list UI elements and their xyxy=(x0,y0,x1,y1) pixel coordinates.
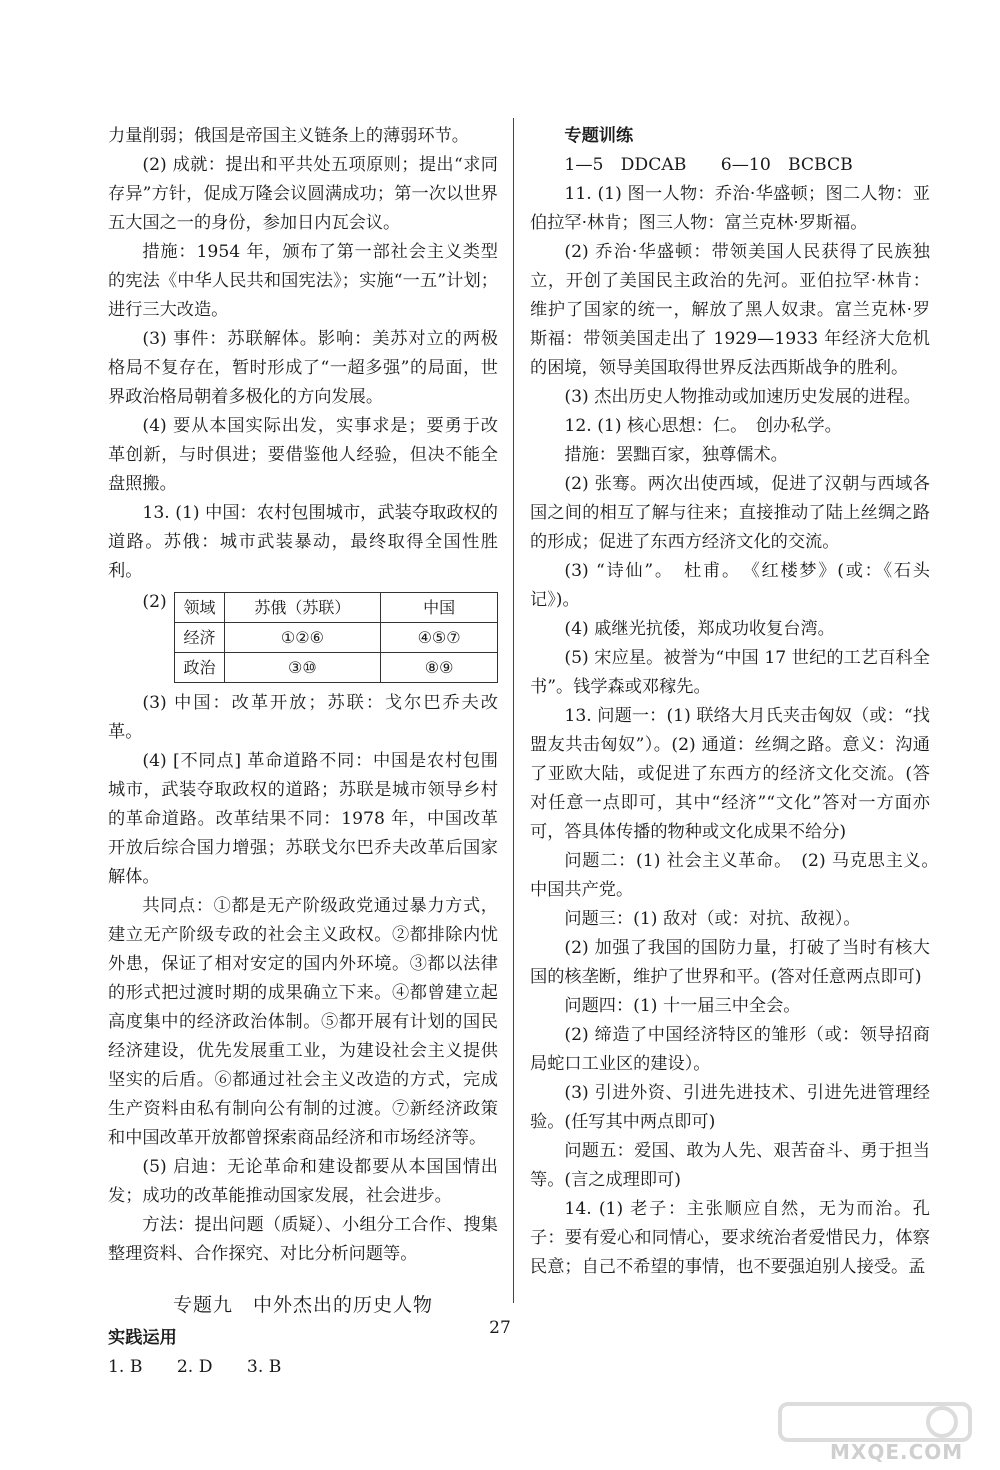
table-row xyxy=(175,623,498,653)
paragraph: (3) “诗仙”。 杜甫。 《红楼梦》(或：《石头记》)。 xyxy=(530,561,930,610)
table-cell: 经济 xyxy=(175,623,224,653)
table-label: (2) xyxy=(142,592,167,612)
subheading: 实践运用 xyxy=(108,1328,177,1348)
paragraph: (2) 乔治·华盛顿：带领美国人民获得了民族独立，开创了美国民主政治的先河。亚伯拉罕·林肯：维护了国家的统一，解放了黑人奴隶。富兰克林·罗斯福：带领美国走出了 1929—1933 年经济大危机的困境，领导美国取得世界反法西斯战争的胜利。 xyxy=(530,242,930,378)
table-row xyxy=(175,653,498,683)
paragraph: 13. (1) 中国：农村包围城市，武装夺取政权的道路。苏俄：城市武装暴动，最终取得全国性胜利。 xyxy=(108,503,498,581)
table-cell: ①②⑥ xyxy=(224,623,381,653)
page-number: 27 xyxy=(489,1318,511,1338)
answer-line: 1. B 2. D 3. B xyxy=(108,1357,282,1377)
paragraph: (2) 张骞。两次出使西域，促进了汉朝与西域各国之间的相互了解与往来；直接推动了陆上丝绸之路的形成；促进了东西方经济文化的交流。 xyxy=(530,474,930,552)
comparison-table-block xyxy=(108,588,498,683)
table-header-cell: 领域 xyxy=(175,593,224,623)
paragraph: 问题五：爱国、敢为人先、艰苦奋斗、勇于担当等。(言之成理即可) xyxy=(530,1141,930,1190)
right-column xyxy=(530,122,948,1282)
table-cell: ⑧⑨ xyxy=(381,653,498,683)
subheading: 专题训练 xyxy=(564,126,634,146)
paragraph: 措施：1954 年，颁布了第一部社会主义类型的宪法《中华人民共和国宪法》；实施“一五”计划；进行三大改造。 xyxy=(108,242,498,320)
comparison-table xyxy=(174,592,498,683)
paragraph: (3) 杰出历史人物推动或加速历史发展的进程。 xyxy=(564,387,921,407)
table-header-row xyxy=(175,593,498,623)
table-header-cell: 中国 xyxy=(381,593,498,623)
paragraph: 措施：罢黜百家，独尊儒术。 xyxy=(564,445,788,465)
paragraph: (4) [不同点] 革命道路不同：中国是农村包围城市，武装夺取政权的道路；苏联是城市领导乡村的革命道路。改革结果不同：1978 年，中国改革开放后综合国力增强；苏联戈尔巴乔夫改革后国家解体。 xyxy=(108,751,498,887)
paragraph: 13. 问题一：(1) 联络大月氏夹击匈奴（或：“找盟友共击匈奴”）。(2) 通道：丝绸之路。意义：沟通了亚欧大陆，或促进了东西方的经济文化交流。(答对任意一点即可，其中“经济”“文化”答对一方面亦可，答具体传播的物种或文化成果不给分) xyxy=(530,706,930,842)
paragraph: 12. (1) 核心思想：仁。 创办私学。 xyxy=(564,416,842,436)
paragraph: (2) 缔造了中国经济特区的雏形（或：领导招商局蛇口工业区的建设）。 xyxy=(530,1025,930,1074)
paragraph: (5) 宋应星。被誉为“中国 17 世纪的工艺百科全书”。钱学森或邓稼先。 xyxy=(530,648,930,697)
watermark-text: MXQE.COM xyxy=(830,1440,964,1464)
paragraph: (3) 中国：改革开放；苏联：戈尔巴乔夫改革。 xyxy=(108,693,498,742)
paragraph: (2) 成就：提出和平共处五项原则；提出“求同存异”方针，促成万隆会议圆满成功；第一次以世界五大国之一的身份，参加日内瓦会议。 xyxy=(108,155,498,233)
paragraph: 方法：提出问题（质疑）、小组分工合作、搜集整理资料、合作探究、对比分析问题等。 xyxy=(108,1215,498,1264)
paragraph: (3) 事件：苏联解体。影响：美苏对立的两极格局不复存在，暂时形成了“一超多强”的局面，世界政治格局朝着多极化的方向发展。 xyxy=(108,329,498,407)
paragraph: 共同点：①都是无产阶级政党通过暴力方式，建立无产阶级专政的社会主义政权。②都排除内忧外患，保证了相对安定的国内外环境。③都以法律的形式把过渡时期的成果确立下来。④都曾建立起高度集中的经济政治体制。⑤都开展有计划的国民经济建设，优先发展重工业，为建设社会主义提供坚实的后盾。⑥都通过社会主义改造的方式，完成生产资料由私有制向公有制的过渡。⑦新经济政策和中国改革开放都曾探索商品经济和市场经济等。 xyxy=(108,896,498,1148)
paragraph: (3) 引进外资、引进先进技术、引进先进管理经验。(任写其中两点即可) xyxy=(530,1083,930,1132)
answer-line: 1—5 DDCAB 6—10 BCBCB xyxy=(564,155,853,175)
paragraph: 14. (1) 老子：主张顺应自然，无为而治。孔子：要有爱心和同情心，要求统治者爱惜民力，体察民意；自己不希望的事情，也不要强迫别人接受。孟 xyxy=(530,1199,930,1277)
paragraph: 力量削弱；俄国是帝国主义链条上的薄弱环节。 xyxy=(108,126,469,146)
left-column xyxy=(108,122,498,1382)
table-cell: ③⑩ xyxy=(224,653,381,683)
table-header-cell: 苏俄（苏联） xyxy=(224,593,381,623)
paragraph: 问题二：(1) 社会主义革命。 (2) 马克思主义。 中国共产党。 xyxy=(530,851,948,900)
table-cell: ④⑤⑦ xyxy=(381,623,498,653)
paragraph: (4) 戚继光抗倭，郑成功收复台湾。 xyxy=(564,619,835,639)
section-title: 专题九 中外杰出的历史人物 xyxy=(172,1294,433,1316)
column-divider xyxy=(513,118,514,1303)
table-cell: 政治 xyxy=(175,653,224,683)
paragraph: 问题四：(1) 十一届三中全会。 xyxy=(564,996,801,1016)
paragraph: 问题三：(1) 敌对（或：对抗、敌视）。 xyxy=(564,909,861,929)
paragraph: 11. (1) 图一人物：乔治·华盛顿；图二人物：亚伯拉罕·林肯；图三人物：富兰克林·罗斯福。 xyxy=(530,184,930,233)
paragraph: (5) 启迪：无论革命和建设都要从本国国情出发；成功的改革能推动国家发展，社会进步。 xyxy=(108,1157,498,1206)
paragraph: (2) 加强了我国的国防力量，打破了当时有核大国的核垄断，维护了世界和平。(答对任意两点即可) xyxy=(530,938,930,987)
paragraph: (4) 要从本国实际出发，实事求是；要勇于改革创新，与时俱进；要借鉴他人经验，但决不能全盘照搬。 xyxy=(108,416,498,494)
